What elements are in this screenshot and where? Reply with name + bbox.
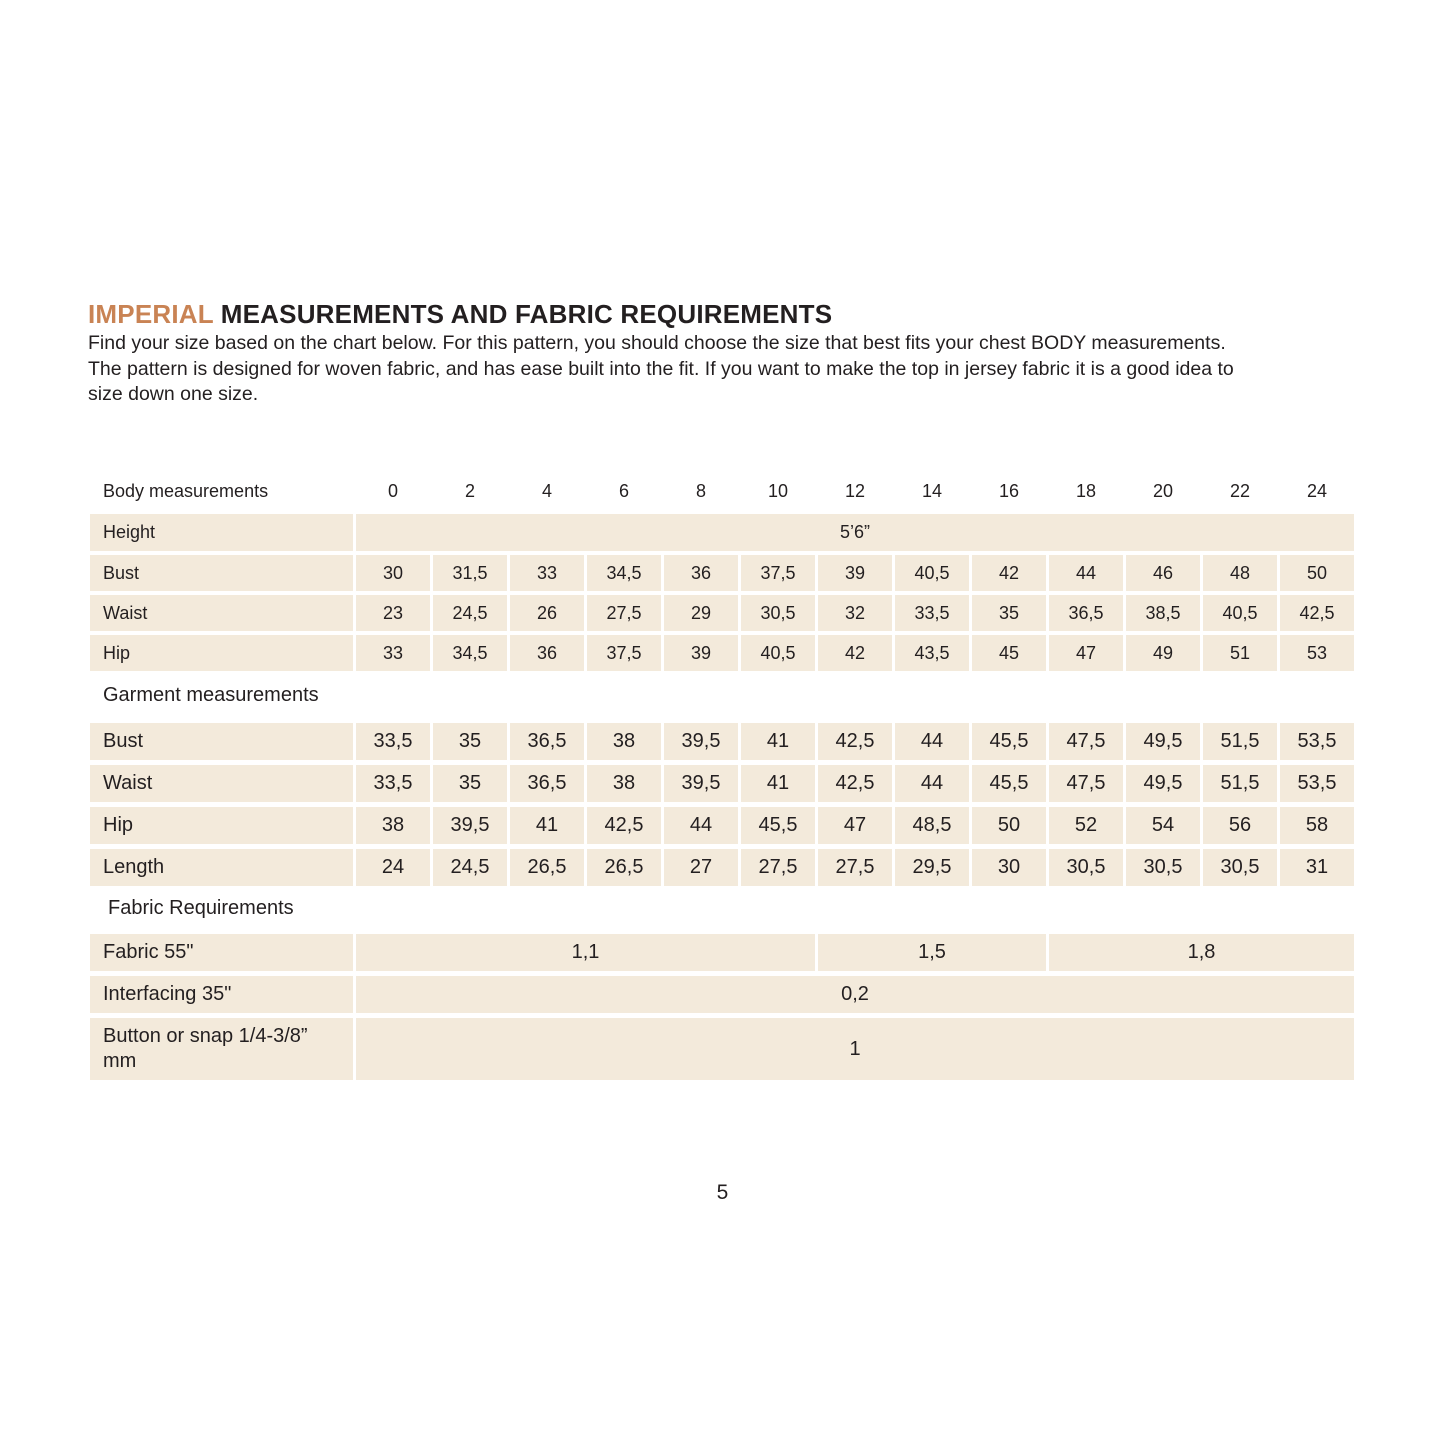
- table-cell: 29,5: [895, 849, 969, 886]
- intro-line-3: size down one size.: [88, 383, 259, 405]
- table-cell: 24: [356, 849, 430, 886]
- fabric-55-sizes-18-24: 1,8: [1049, 934, 1354, 971]
- table-row-fabric-55: [90, 934, 1354, 971]
- table-cell: 30: [356, 555, 430, 591]
- table-cell: 30: [972, 849, 1046, 886]
- table-cell: 36,5: [510, 765, 584, 802]
- table-cell: 50: [972, 807, 1046, 844]
- table-cell: 30,5: [1203, 849, 1277, 886]
- row-label: Waist: [90, 765, 353, 802]
- size-header: 2: [464, 480, 475, 501]
- table-header-row: [90, 475, 1354, 507]
- header-label: Body measurements: [103, 480, 269, 501]
- size-header: 24: [1306, 480, 1328, 501]
- row-label: Fabric 55": [90, 934, 353, 971]
- table-cell: 42,5: [587, 807, 661, 844]
- table-cell: 42,5: [818, 723, 892, 760]
- table-cell: 41: [741, 765, 815, 802]
- table-cell: 45: [972, 635, 1046, 671]
- table-cell: 39: [818, 555, 892, 591]
- button-label-line-1: Button or snap 1/4-3/8”: [103, 1025, 308, 1047]
- size-header: 8: [695, 480, 706, 501]
- table-cell: 31,5: [433, 555, 507, 591]
- intro-line-2: The pattern is designed for woven fabric, and has ease built into the fit. If you want to make the top in jersey fabric it is a good idea to: [88, 357, 1234, 380]
- table-row-garment-bust: [90, 723, 1354, 760]
- fabric-55-sizes-12-16: 1,5: [818, 934, 1046, 971]
- table-cell: 31: [1280, 849, 1354, 886]
- table-cell: 42: [818, 635, 892, 671]
- table-cell: 24,5: [433, 595, 507, 631]
- section-label-fabric: Fabric Requirements: [108, 897, 294, 919]
- table-row-button: [90, 1018, 1354, 1080]
- table-cell: 33,5: [356, 765, 430, 802]
- table-cell: 58: [1280, 807, 1354, 844]
- table-cell: 37,5: [741, 555, 815, 591]
- row-label: Length: [90, 849, 353, 886]
- section-label-garment: Garment measurements: [103, 684, 319, 706]
- interfacing-value: 0,2: [356, 976, 1354, 1013]
- table-cell: 51,5: [1203, 765, 1277, 802]
- table-cell: 52: [1049, 807, 1123, 844]
- table-cell: 44: [1049, 555, 1123, 591]
- intro-line-1: Find your size based on the chart below. For this pattern, you should choose the size that best fits your chest BODY measurements.: [88, 332, 1226, 354]
- table-cell: 44: [895, 765, 969, 802]
- row-label: Bust: [90, 723, 353, 760]
- table-cell: 36,5: [1049, 595, 1123, 631]
- table-cell: 41: [510, 807, 584, 844]
- table-cell: 47: [1049, 635, 1123, 671]
- size-header: 20: [1152, 480, 1174, 501]
- table-row-body-bust: [90, 555, 1354, 591]
- table-cell: 42,5: [1280, 595, 1354, 631]
- table-cell: 46: [1126, 555, 1200, 591]
- table-cell: 42: [972, 555, 1046, 591]
- table-cell: 39: [664, 635, 738, 671]
- table-cell: 47,5: [1049, 723, 1123, 760]
- size-header: 16: [998, 480, 1020, 501]
- button-value: 1: [356, 1018, 1354, 1080]
- row-label: Bust: [90, 555, 353, 591]
- table-cell: 27,5: [818, 849, 892, 886]
- table-cell: 23: [356, 595, 430, 631]
- table-cell: 53: [1280, 635, 1354, 671]
- table-cell: 38,5: [1126, 595, 1200, 631]
- table-cell: 32: [818, 595, 892, 631]
- table-row-body-hip: [90, 635, 1354, 671]
- title-rest: MEASUREMENTS AND FABRIC REQUIREMENTS: [213, 299, 833, 329]
- row-label: [90, 1018, 353, 1080]
- table-cell: 39,5: [664, 723, 738, 760]
- table-cell: 40,5: [1203, 595, 1277, 631]
- table-cell: 26,5: [510, 849, 584, 886]
- table-cell: 48: [1203, 555, 1277, 591]
- table-cell: 50: [1280, 555, 1354, 591]
- table-cell: 40,5: [895, 555, 969, 591]
- table-cell: 36,5: [510, 723, 584, 760]
- table-cell: 48,5: [895, 807, 969, 844]
- table-cell: 33,5: [895, 595, 969, 631]
- table-cell: 27,5: [741, 849, 815, 886]
- table-cell: 45,5: [972, 765, 1046, 802]
- table-cell: 47: [818, 807, 892, 844]
- size-header: 0: [387, 480, 398, 501]
- table-cell: 45,5: [741, 807, 815, 844]
- table-cell: 35: [972, 595, 1046, 631]
- table-cell: 49: [1126, 635, 1200, 671]
- table-cell: 37,5: [587, 635, 661, 671]
- table-cell: 34,5: [433, 635, 507, 671]
- table-cell: 53,5: [1280, 723, 1354, 760]
- table-cell: 36: [510, 635, 584, 671]
- size-header: 10: [767, 480, 789, 501]
- table-cell: 27,5: [587, 595, 661, 631]
- height-value: 5’6”: [356, 514, 1354, 551]
- table-cell: 33: [510, 555, 584, 591]
- table-cell: 33: [356, 635, 430, 671]
- table-row-interfacing: [90, 976, 1354, 1013]
- row-label: Interfacing 35": [90, 976, 353, 1013]
- page-title: [88, 298, 832, 330]
- size-header: 22: [1229, 480, 1251, 501]
- table-cell: 38: [587, 723, 661, 760]
- button-label-line-2: mm: [103, 1050, 137, 1072]
- row-label: Hip: [90, 635, 353, 671]
- table-cell: 24,5: [433, 849, 507, 886]
- page-number: 5: [716, 1181, 729, 1204]
- table-cell: 51: [1203, 635, 1277, 671]
- table-cell: 30,5: [1049, 849, 1123, 886]
- row-label: Waist: [90, 595, 353, 631]
- title-accent: IMPERIAL: [88, 299, 214, 329]
- table-cell: 47,5: [1049, 765, 1123, 802]
- row-label: Hip: [90, 807, 353, 844]
- table-row-garment-hip: [90, 807, 1354, 844]
- table-cell: 45,5: [972, 723, 1046, 760]
- table-cell: 38: [587, 765, 661, 802]
- table-cell: 39,5: [664, 765, 738, 802]
- table-cell: 38: [356, 807, 430, 844]
- size-header: 18: [1075, 480, 1097, 501]
- table-cell: 44: [664, 807, 738, 844]
- table-cell: 51,5: [1203, 723, 1277, 760]
- size-header: 12: [844, 480, 866, 501]
- table-row-body-waist: [90, 595, 1354, 631]
- fabric-55-sizes-0-10: 1,1: [356, 934, 815, 971]
- table-cell: 41: [741, 723, 815, 760]
- row-label: Height: [90, 514, 353, 551]
- intro-text: [88, 331, 1378, 408]
- table-cell: 27: [664, 849, 738, 886]
- table-cell: 34,5: [587, 555, 661, 591]
- table-cell: 43,5: [895, 635, 969, 671]
- table-cell: 33,5: [356, 723, 430, 760]
- table-cell: 35: [433, 723, 507, 760]
- table-row-height: [90, 514, 1354, 551]
- table-cell: 53,5: [1280, 765, 1354, 802]
- table-cell: 26,5: [587, 849, 661, 886]
- table-cell: 30,5: [741, 595, 815, 631]
- table-cell: 39,5: [433, 807, 507, 844]
- size-header: 6: [618, 480, 629, 501]
- table-cell: 26: [510, 595, 584, 631]
- table-cell: 49,5: [1126, 765, 1200, 802]
- table-cell: 42,5: [818, 765, 892, 802]
- table-cell: 44: [895, 723, 969, 760]
- size-header: 4: [541, 480, 552, 501]
- table-cell: 29: [664, 595, 738, 631]
- table-cell: 40,5: [741, 635, 815, 671]
- table-row-garment-waist: [90, 765, 1354, 802]
- table-cell: 35: [433, 765, 507, 802]
- size-header: 14: [921, 480, 943, 501]
- table-cell: 54: [1126, 807, 1200, 844]
- table-cell: 49,5: [1126, 723, 1200, 760]
- table-row-garment-length: [90, 849, 1354, 886]
- table-cell: 56: [1203, 807, 1277, 844]
- table-cell: 30,5: [1126, 849, 1200, 886]
- table-cell: 36: [664, 555, 738, 591]
